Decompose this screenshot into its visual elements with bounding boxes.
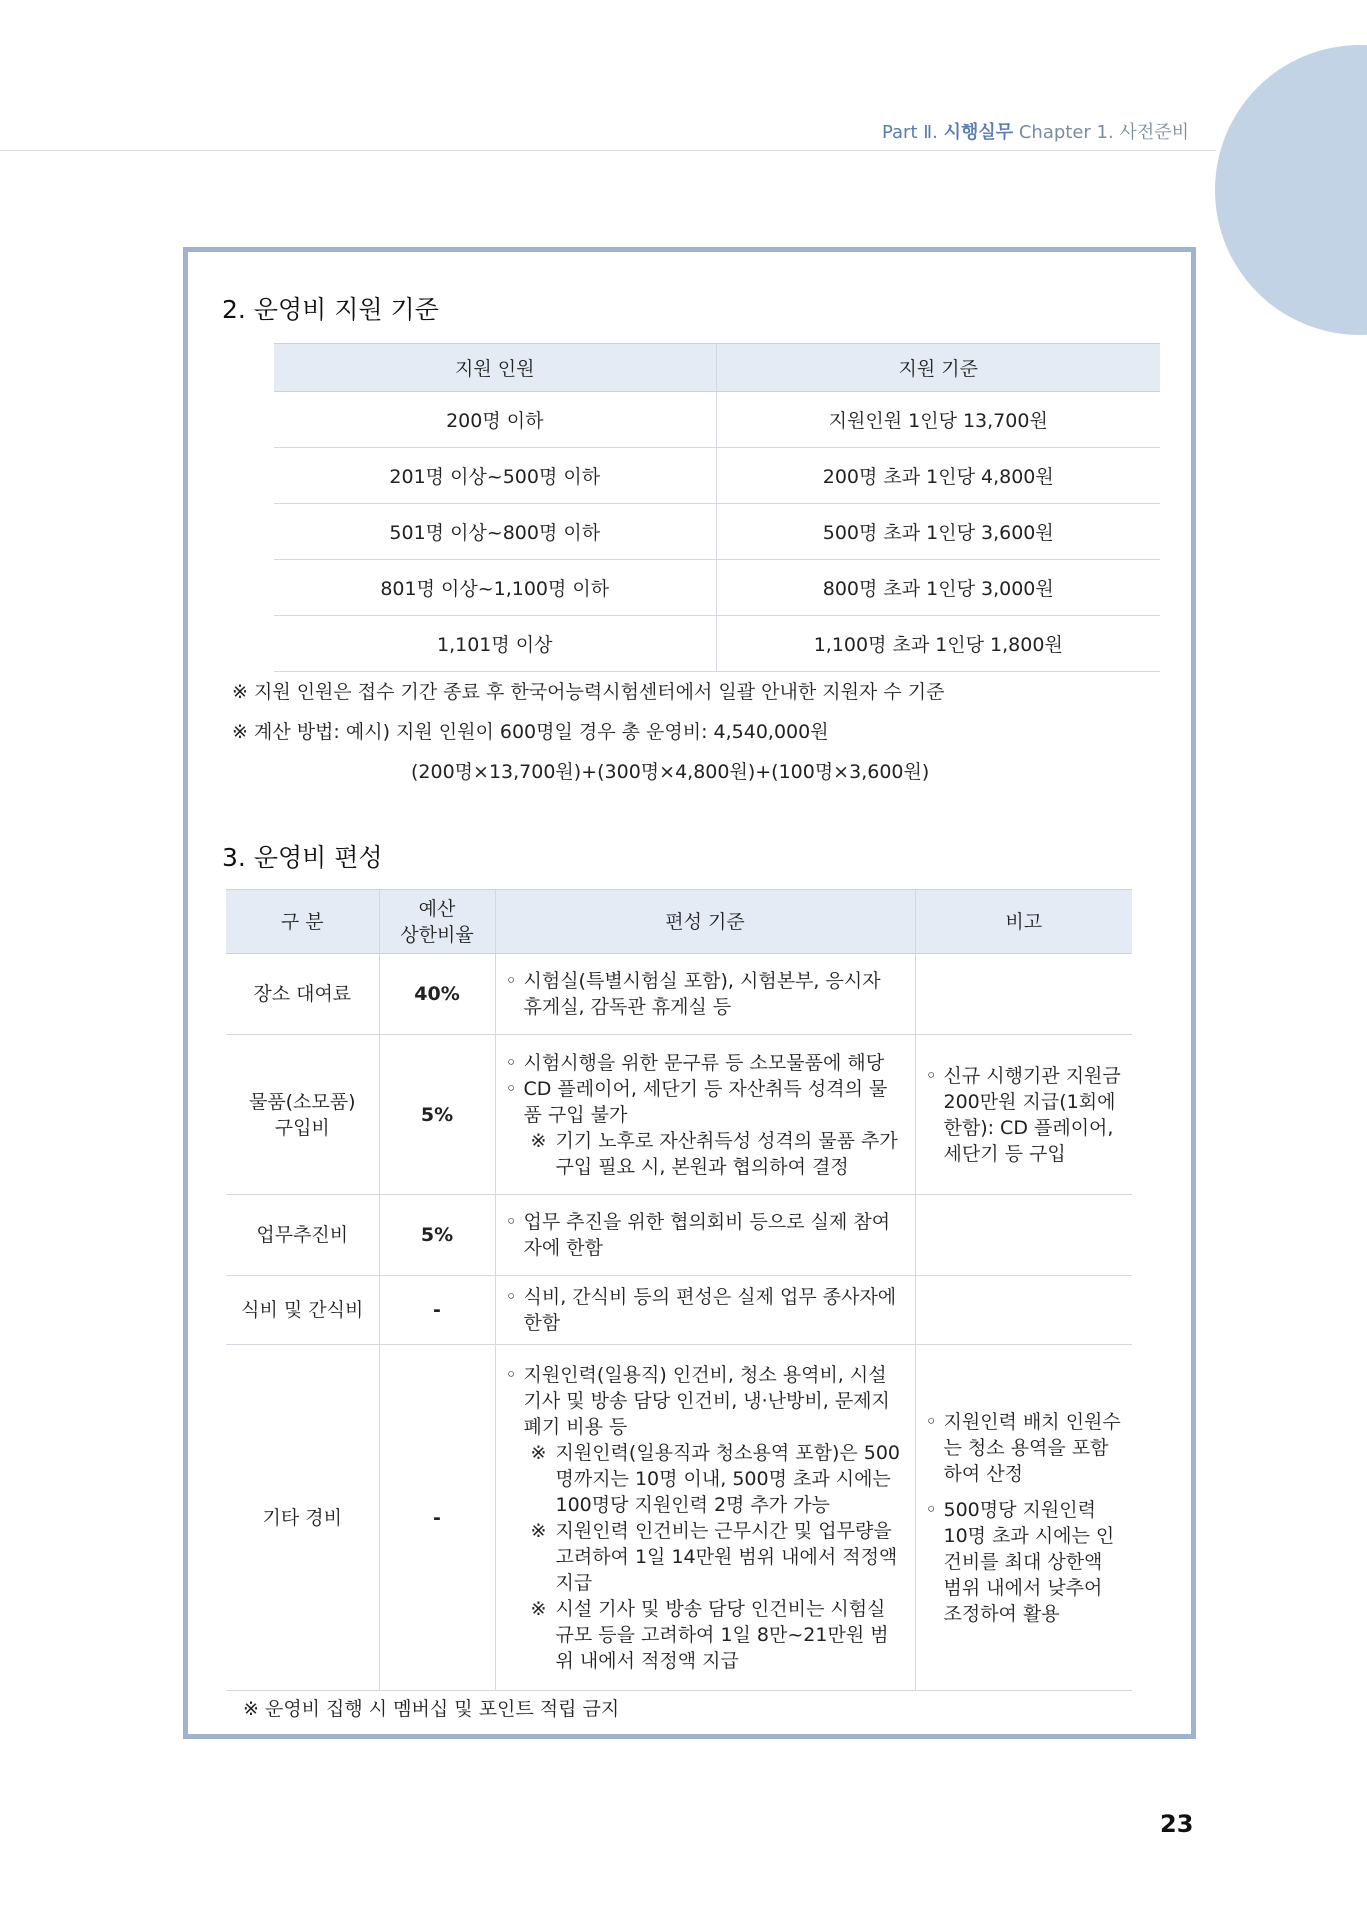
corner-decoration bbox=[1215, 45, 1367, 335]
running-head bbox=[882, 118, 1189, 144]
note-applicant-basis: ※ 지원 인원은 접수 기간 종료 후 한국어능력시험센터에서 일괄 안내한 지원자 수 기준 bbox=[232, 681, 945, 703]
header-criteria: 편성 기준 bbox=[495, 890, 915, 954]
remark-bullet: ◦ 신규 시행기관 지원금 200만원 지급(1회에 한함): CD 플레이어, 세단기 등 구입 bbox=[926, 1063, 1123, 1167]
cell-count: 801명 이상~1,100명 이하 bbox=[274, 560, 716, 616]
table-row bbox=[226, 1345, 1132, 1691]
running-head-chapter: Chapter 1. 사전준비 bbox=[1018, 122, 1189, 143]
table-row bbox=[226, 1276, 1132, 1345]
cell-remarks bbox=[915, 1345, 1132, 1691]
category-line1: 물품(소모품) bbox=[248, 1090, 356, 1113]
cell-criteria: 1,100명 초과 1인당 1,800원 bbox=[716, 616, 1160, 672]
footnote-membership: ※ 운영비 집행 시 멤버십 및 포인트 적립 금지 bbox=[243, 1698, 620, 1720]
criteria-subnote: ※ 시설 기사 및 방송 담당 인건비는 시험실 규모 등을 고려하여 1일 8만~21만원 범위 내에서 적정액 지급 bbox=[506, 1596, 905, 1674]
note-calculation-method: ※ 계산 방법: 예시) 지원 인원이 600명일 경우 총 운영비: 4,540,000원 bbox=[232, 721, 829, 743]
cell-ratio: 5% bbox=[379, 1035, 495, 1195]
header-ratio-line2: 상한비율 bbox=[400, 923, 474, 946]
cell-criteria: 지원인원 1인당 13,700원 bbox=[716, 392, 1160, 448]
table-header-row bbox=[274, 344, 1160, 392]
table-row bbox=[274, 560, 1160, 616]
cell-criteria: 800명 초과 1인당 3,000원 bbox=[716, 560, 1160, 616]
table-header-row bbox=[226, 890, 1132, 954]
criteria-bullet: ◦ 업무 추진을 위한 협의회비 등으로 실제 참여자에 한함 bbox=[506, 1209, 905, 1261]
page-number: 23 bbox=[1160, 1810, 1194, 1838]
header-ratio-line1: 예산 bbox=[418, 897, 456, 920]
cell-criteria bbox=[495, 1276, 915, 1345]
cell-count: 1,101명 이상 bbox=[274, 616, 716, 672]
cell-ratio: - bbox=[379, 1345, 495, 1691]
criteria-bullet: ◦ CD 플레이어, 세단기 등 자산취득 성격의 물품 구입 불가 bbox=[506, 1076, 905, 1128]
budget-allocation-table bbox=[226, 889, 1132, 1691]
category-line2: 구입비 bbox=[274, 1116, 330, 1139]
cell-remarks bbox=[915, 1035, 1132, 1195]
criteria-bullet: ◦ 지원인력(일용직) 인건비, 청소 용역비, 시설기사 및 방송 담당 인건비, 냉·난방비, 문제지 폐기 비용 등 bbox=[506, 1362, 905, 1440]
cell-count: 200명 이하 bbox=[274, 392, 716, 448]
table-row bbox=[274, 448, 1160, 504]
cell-criteria: 500명 초과 1인당 3,600원 bbox=[716, 504, 1160, 560]
criteria-subnote: ※ 기기 노후로 자산취득성 성격의 물품 추가 구입 필요 시, 본원과 협의하여 결정 bbox=[506, 1128, 905, 1180]
cell-criteria bbox=[495, 1035, 915, 1195]
header-category: 구 분 bbox=[226, 890, 379, 954]
header-support-count: 지원 인원 bbox=[274, 344, 716, 392]
table-row bbox=[274, 504, 1160, 560]
header-remarks: 비고 bbox=[915, 890, 1132, 954]
cell-category: 기타 경비 bbox=[226, 1345, 379, 1691]
cell-remarks bbox=[915, 954, 1132, 1035]
running-head-part: Part Ⅱ. bbox=[881, 122, 938, 143]
cell-criteria bbox=[495, 954, 915, 1035]
remark-bullet: ◦ 500명당 지원인력 10명 초과 시에는 인건비를 최대 상한액 범위 내에서 낮추어 조정하여 활용 bbox=[926, 1497, 1123, 1627]
cell-category: 업무추진비 bbox=[226, 1195, 379, 1276]
section2-title: 2. 운영비 지원 기준 bbox=[222, 295, 439, 324]
cell-count: 201명 이상~500명 이하 bbox=[274, 448, 716, 504]
remark-bullet: ◦ 지원인력 배치 인원수는 청소 용역을 포함하여 산정 bbox=[926, 1409, 1123, 1487]
cell-remarks bbox=[915, 1276, 1132, 1345]
cell-ratio: 40% bbox=[379, 954, 495, 1035]
cell-category bbox=[226, 1035, 379, 1195]
cell-criteria bbox=[495, 1195, 915, 1276]
running-head-section: 시행실무 bbox=[943, 122, 1014, 143]
criteria-bullet: ◦ 식비, 간식비 등의 편성은 실제 업무 종사자에 한함 bbox=[506, 1284, 905, 1336]
criteria-subnote: ※ 지원인력(일용직과 청소용역 포함)은 500명까지는 10명 이내, 500명 초과 시에는 100명당 지원인력 2명 추가 가능 bbox=[506, 1440, 905, 1518]
note-calculation-formula: (200명×13,700원)+(300명×4,800원)+(100명×3,600원) bbox=[411, 761, 930, 783]
cell-remarks bbox=[915, 1195, 1132, 1276]
header-support-criteria: 지원 기준 bbox=[716, 344, 1160, 392]
criteria-subnote: ※ 지원인력 인건비는 근무시간 및 업무량을 고려하여 1일 14만원 범위 내에서 적정액 지급 bbox=[506, 1518, 905, 1596]
content-frame bbox=[183, 247, 1196, 1739]
cell-count: 501명 이상~800명 이하 bbox=[274, 504, 716, 560]
criteria-bullet: ◦ 시험시행을 위한 문구류 등 소모물품에 해당 bbox=[506, 1050, 905, 1076]
header-divider bbox=[0, 150, 1216, 151]
cell-criteria: 200명 초과 1인당 4,800원 bbox=[716, 448, 1160, 504]
table-row bbox=[274, 616, 1160, 672]
table-row bbox=[226, 954, 1132, 1035]
table-row bbox=[226, 1035, 1132, 1195]
table-row bbox=[274, 392, 1160, 448]
cell-category: 장소 대여료 bbox=[226, 954, 379, 1035]
cell-ratio: - bbox=[379, 1276, 495, 1345]
cell-criteria bbox=[495, 1345, 915, 1691]
cell-ratio: 5% bbox=[379, 1195, 495, 1276]
section3-title: 3. 운영비 편성 bbox=[222, 843, 383, 872]
support-criteria-table bbox=[274, 343, 1160, 672]
cell-category: 식비 및 간식비 bbox=[226, 1276, 379, 1345]
header-ratio bbox=[379, 890, 495, 954]
table-row bbox=[226, 1195, 1132, 1276]
criteria-bullet: ◦ 시험실(특별시험실 포함), 시험본부, 응시자 휴게실, 감독관 휴게실 등 bbox=[506, 968, 905, 1020]
